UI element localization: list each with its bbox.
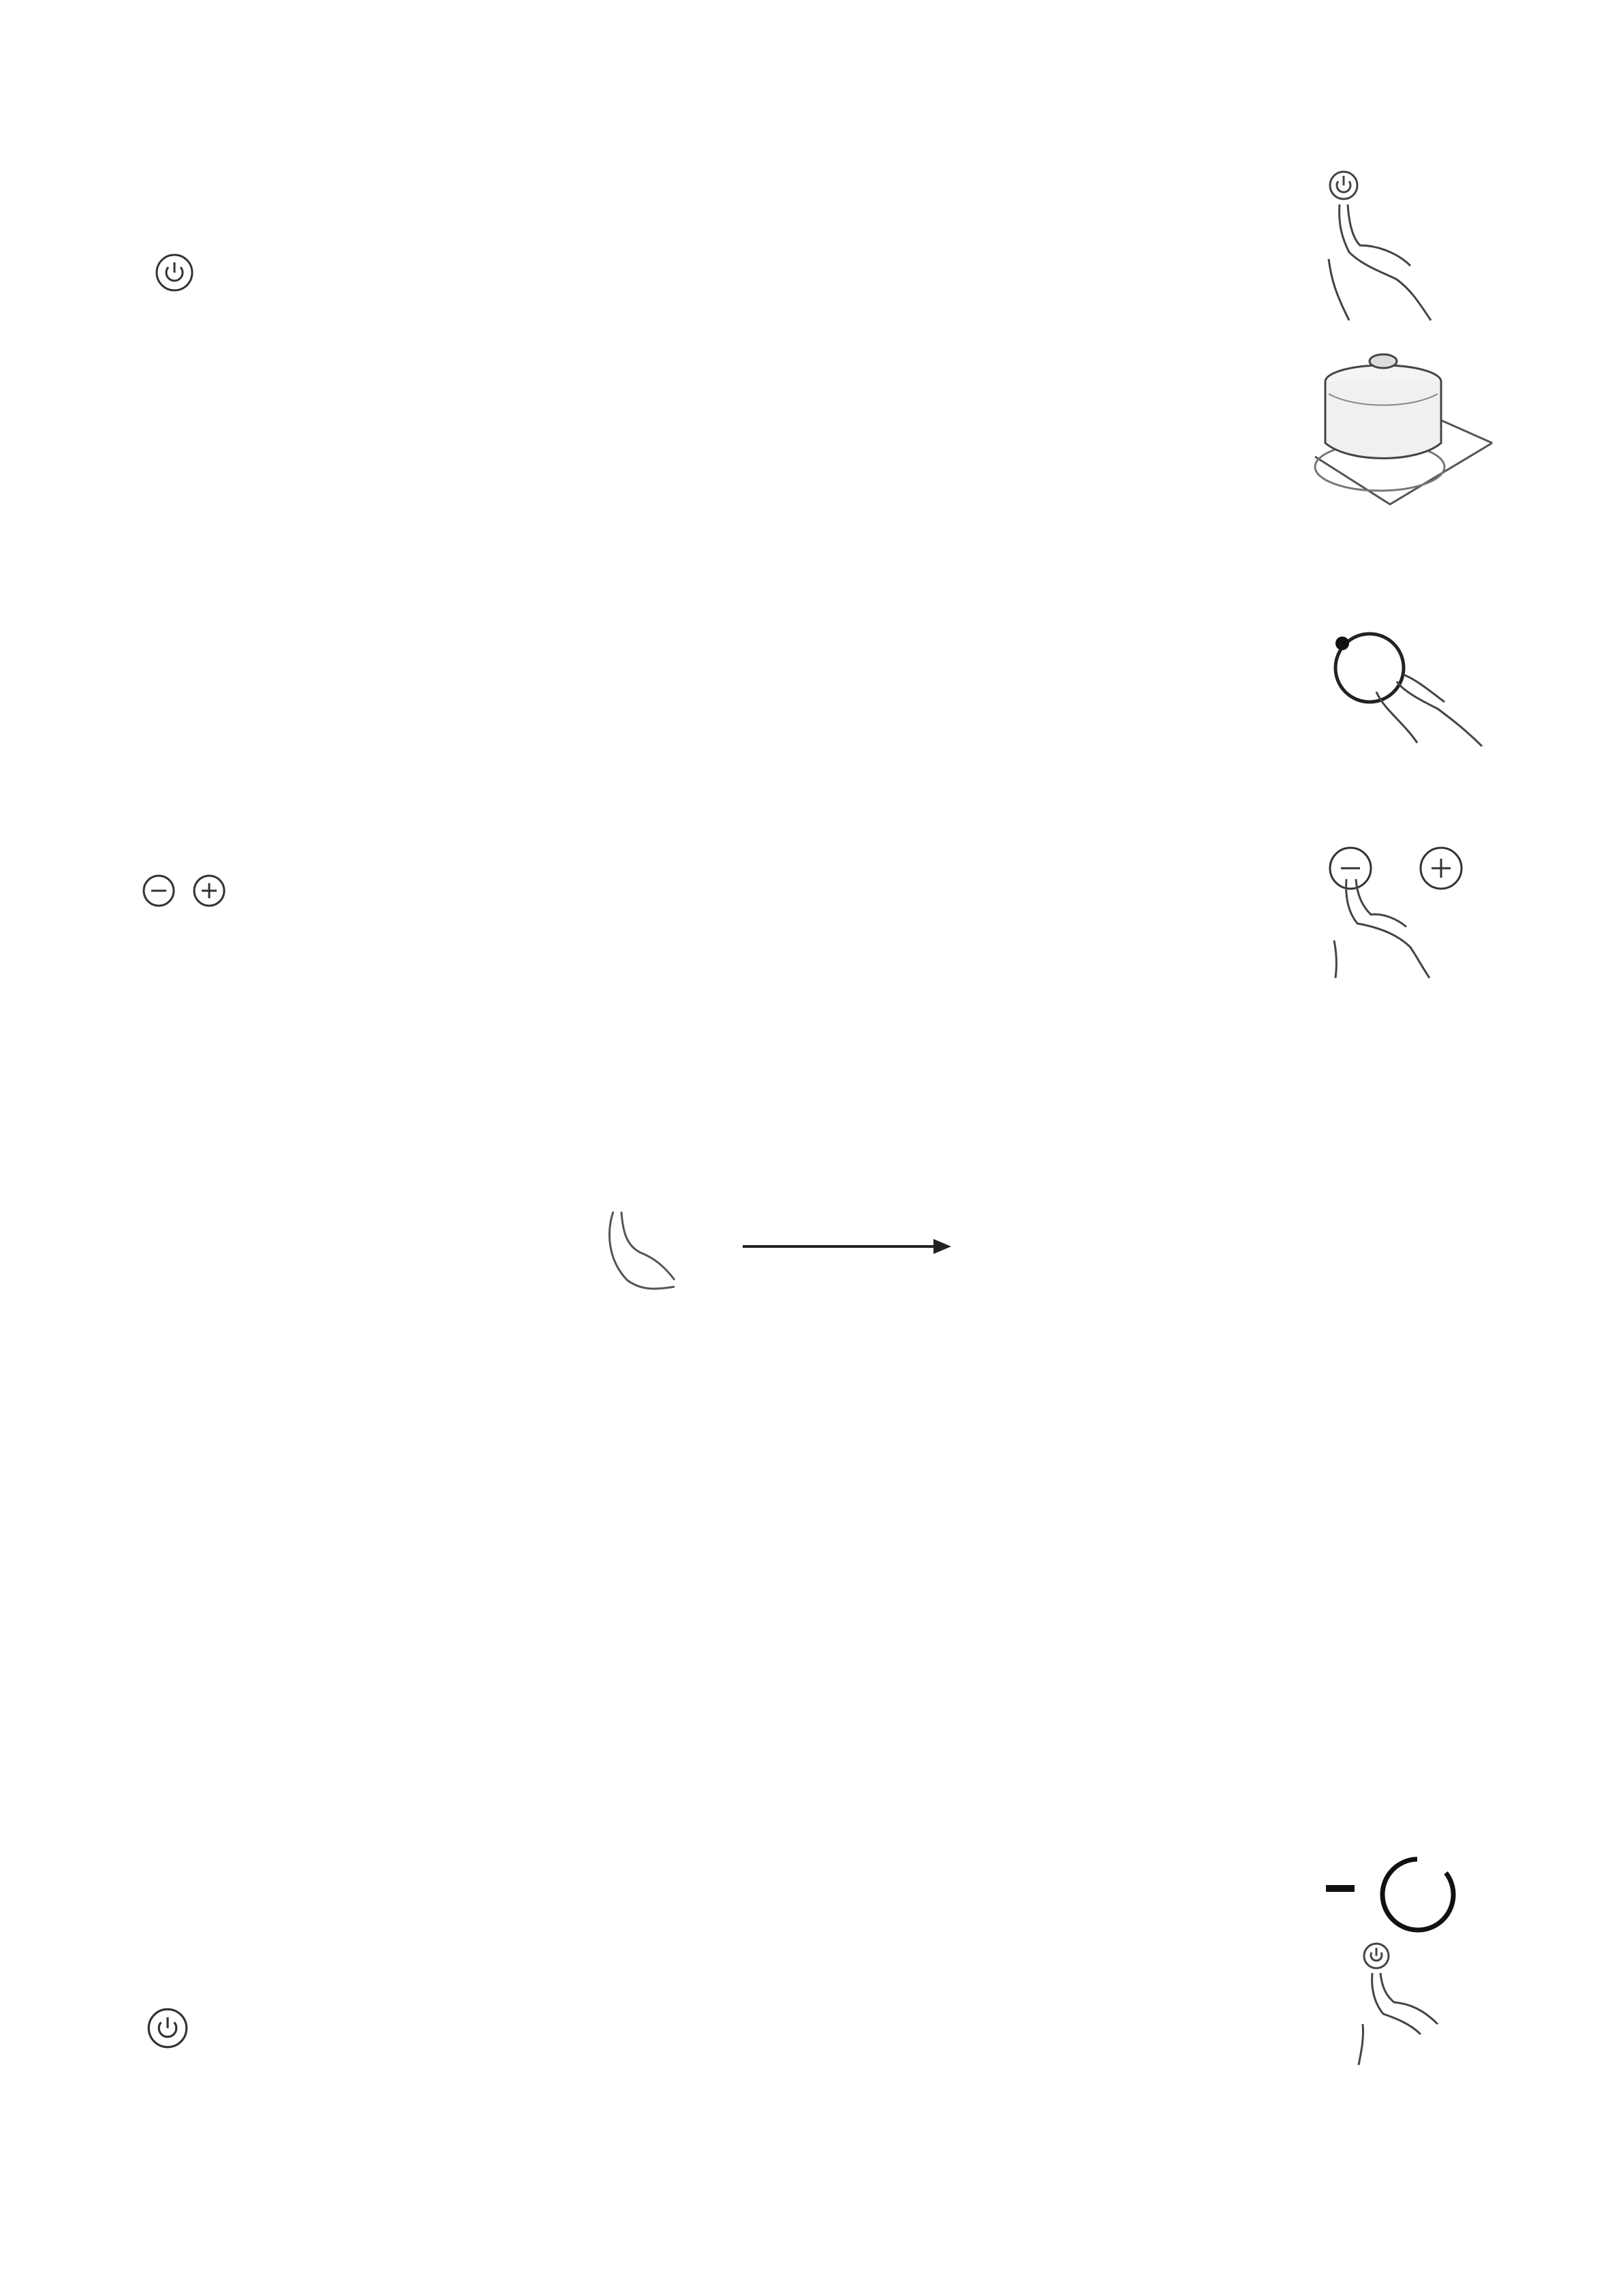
plus-button-icon: [192, 874, 226, 919]
bullet-item: [98, 874, 1289, 919]
finger-icon: [600, 1205, 688, 1294]
power-icon: [146, 2006, 189, 2062]
list-item: [98, 2006, 1299, 2062]
list-item: [98, 252, 1289, 314]
slider-illustration: [368, 1191, 1206, 1300]
zone-select-illustration: [1329, 627, 1485, 750]
minus-plus-hand-illustration: [1322, 838, 1485, 981]
arrow-right-icon: [743, 1236, 954, 1257]
off-indicator-illustration: [1322, 1840, 1499, 2072]
hand-press-power-illustration: [1315, 164, 1451, 327]
pot-on-cooktop-illustration: [1308, 341, 1499, 518]
minus-button-icon: [142, 874, 176, 919]
list-item-text: [136, 252, 1289, 305]
power-icon: [154, 252, 195, 305]
slider-track: [436, 1197, 1117, 1231]
